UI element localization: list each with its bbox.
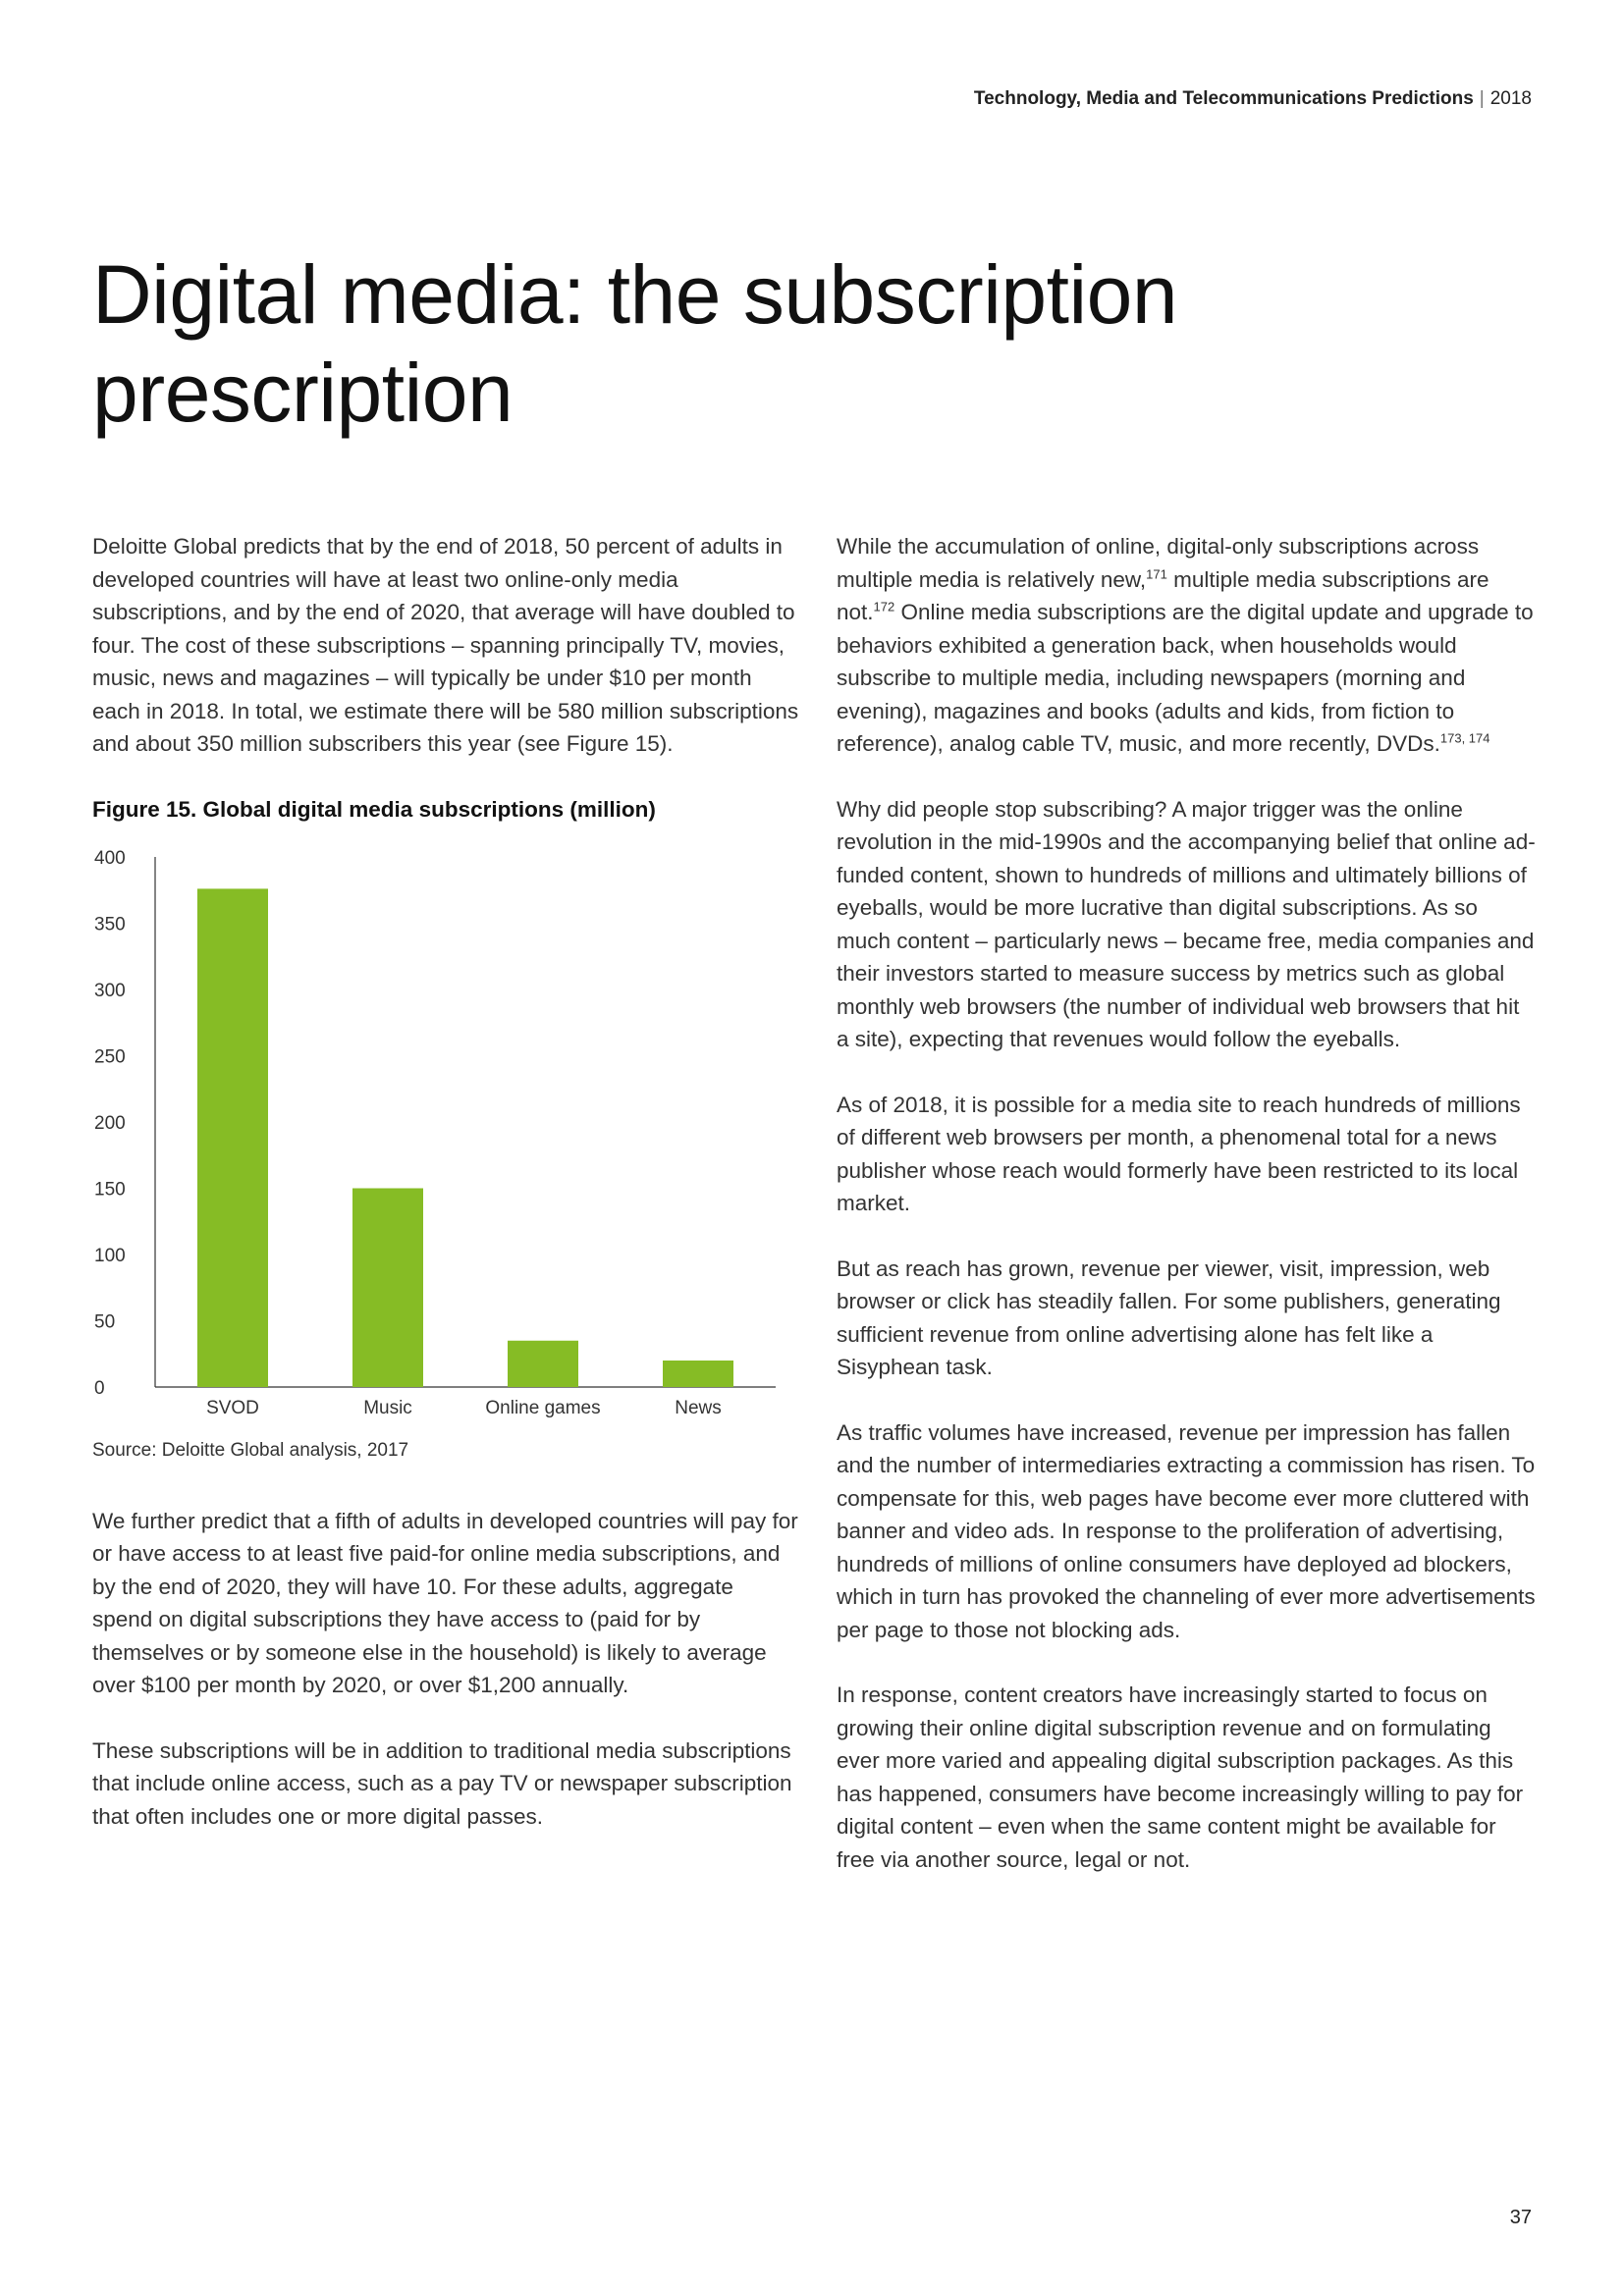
right-p1-text-b: multiple media subscriptions are not.: [837, 566, 1489, 624]
right-paragraph-3: As of 2018, it is possible for a media site to reach hundreds of millions of different web browsers per month, a phenomenal total for a news publisher whose reach would formerly have been restricted to its local market.: [837, 1092, 1521, 1215]
y-tick-label-400: 400: [94, 847, 126, 869]
x-category-label-music: Music: [363, 1397, 412, 1418]
right-paragraph-6: In response, content creators have increasingly started to focus on growing their online digital subscription revenue and on formulating ever more varied and appealing digital subscription packages. As this has happened, consumers have become increasingly willing to pay for digital content – even when the same content might be available for free via another source, legal or not.: [837, 1682, 1524, 1872]
y-tick-label-100: 100: [94, 1245, 126, 1266]
figure-source: Source: Deloitte Global analysis, 2017: [92, 1439, 409, 1461]
right-p1-text-a: While the accumulation of online, digital-only subscriptions across multiple media is relatively new,: [837, 534, 1480, 592]
bar-news: [663, 1361, 733, 1387]
y-tick-label-150: 150: [94, 1179, 126, 1200]
header-series: Technology, Media and Telecommunications Predictions: [973, 88, 1474, 109]
x-category-label-online-games: Online games: [485, 1397, 601, 1418]
bar-online-games: [508, 1340, 578, 1386]
y-tick-label-0: 0: [94, 1377, 105, 1399]
right-p1-text-c: Online media subscriptions are the digital update and upgrade to behaviors exhibited a generation back, when households would subscribe to multiple media, including newspapers (morning and evening), magazines and books (adults and kids, from fiction to reference), analog cable TV, music, and more recently, DVDs.: [837, 600, 1534, 756]
bar-chart: [92, 837, 799, 1436]
y-tick-label-250: 250: [94, 1046, 126, 1067]
right-paragraph-1: [837, 530, 1536, 761]
x-category-label-news: News: [675, 1397, 722, 1418]
left-paragraph-3: These subscriptions will be in addition to traditional media subscriptions that include online access, such as a pay TV or newspaper subscription that often includes one or more digital passes.: [92, 1737, 792, 1829]
right-paragraph-2: Why did people stop subscribing? A major trigger was the online revolution in the mid-1990s and the accompanying belief that online ad-funded content, shown to hundreds of millions and ultimately billions of eyeballs, would be more lucrative than digital subscriptions. As so much content – particularly news – became free, media companies and their investors started to measure success by metrics such as global monthly web browsers (the number of individual web browsers that hit a site), expecting that revenues would follow the eyeballs.: [837, 796, 1536, 1051]
y-tick-label-50: 50: [94, 1311, 116, 1332]
running-header: [974, 88, 1532, 110]
title-line-2: prescription: [92, 347, 514, 439]
right-paragraph-5: As traffic volumes have increased, revenue per impression has fallen and the number of intermediaries extracting a commission has risen. To compensate for this, web pages have become ever more cluttered with banner and video ads. In response to the proliferation of advertising, hundreds of millions of online consumers have deployed ad blockers, which in turn has provoked the channeling of ever more advertisements per page to those not blocking ads.: [837, 1419, 1536, 1642]
header-year: 2018: [1489, 88, 1532, 109]
footnote-171: 171: [1146, 566, 1167, 581]
page-title: [92, 245, 1271, 442]
left-paragraph-1: Deloitte Global predicts that by the end of 2018, 50 percent of adults in developed countries will have at least two online-only media subscriptions, and by the end of 2020, that average will have doubled to four. The cost of these subscriptions – spanning principally TV, movies, music, news and magazines – will typically be under $10 per month each in 2018. In total, we estimate there will be 580 million subscriptions and about 350 million subscribers this year (see Figure 15).: [92, 534, 799, 756]
header-separator: |: [1479, 88, 1485, 109]
title-line-1: Digital media: the subscription: [92, 248, 1178, 341]
y-tick-label-200: 200: [94, 1112, 126, 1134]
footnote-173-174: 173, 174: [1439, 730, 1490, 746]
figure-title: Figure 15. Global digital media subscriptions (million): [92, 796, 656, 822]
left-paragraph-2: We further predict that a fifth of adults in developed countries will pay for or have access to at least five paid-for online media subscriptions, and by the end of 2020, they will have 10. For these adults, aggregate spend on digital subscriptions they have access to (paid for by themselves or by someone else in the household) is likely to average over $100 per month by 2020, or over $1,200 annually.: [92, 1508, 798, 1697]
page-number: 37: [1509, 2207, 1532, 2228]
x-category-label-svod: SVOD: [206, 1397, 259, 1418]
left-column: [92, 530, 799, 1865]
right-paragraph-4: But as reach has grown, revenue per viewer, visit, impression, web browser or click has steadily fallen. For some publishers, generating sufficient revenue from online advertising alone has felt like a Sisyphean task.: [837, 1255, 1501, 1379]
footnote-172: 172: [873, 599, 895, 614]
y-tick-label-300: 300: [94, 980, 126, 1001]
right-column: [837, 530, 1536, 1908]
bar-chart-svg: [92, 837, 799, 1436]
bar-music: [352, 1188, 423, 1387]
y-tick-label-350: 350: [94, 914, 126, 934]
bar-svod: [197, 888, 268, 1387]
